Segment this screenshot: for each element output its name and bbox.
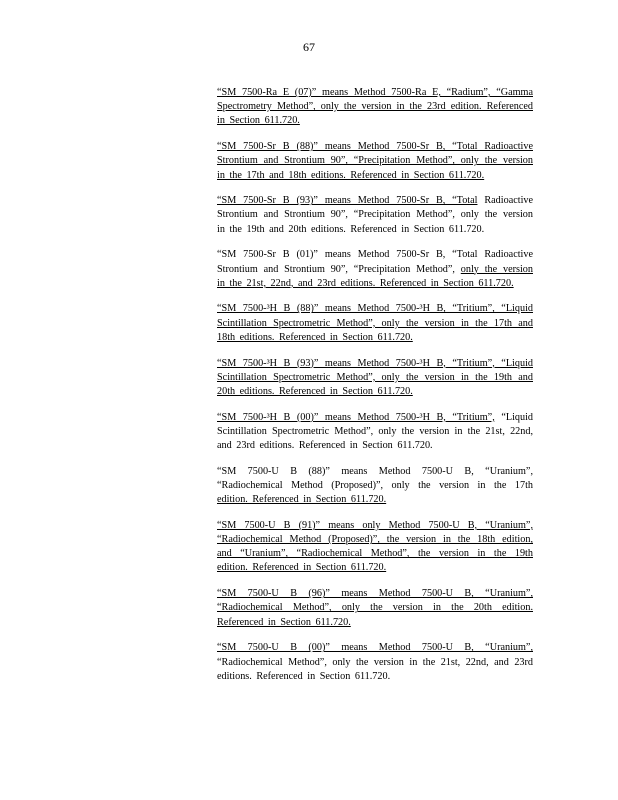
definition-text: “SM 7500-U B (91)” means only Method 7500-U B, “Uranium”, “Radiochemical Method (Proposed)”, the version in the 18th edition, and “Uranium”, “Radiochemical Method”, the version in the 19th edition. Referenced in Section 611.720. <box>217 519 533 574</box>
definition-text: “SM 7500-Sr B (88)” means Method 7500-Sr B, “Total Radioactive Strontium and Strontium 90”, “Precipitation Method”, only the version in the 17th and 18th editions. Referenced in Section 611.720. <box>217 141 533 181</box>
definition-text: “SM 7500-³H B (00)” means Method 7500-³H B, “Tritium”, <box>217 411 495 423</box>
definition-sm-7500-sr-b-88 <box>217 140 533 183</box>
definition-sm-7500-u-b-96 <box>217 587 533 630</box>
page-number: 67 <box>303 40 315 54</box>
definition-text: “SM 7500-Ra E (07)” means Method 7500-Ra E, “Radium”, “Gamma Spectrometry Method”, only the version in the 23rd edition. Referenced in Section 611.720. <box>217 87 533 127</box>
definition-sm-7500-u-b-88 <box>217 465 533 508</box>
definition-text: “Liquid Scintillation Spectrometric Method”, only the version in the 21st, 22nd, and 23rd editions. Referenced in Section 611.720. <box>217 411 534 452</box>
definition-text: only the version in the 21st, 22nd, and 23rd editions. Referenced in Section 611.720. <box>217 263 533 289</box>
definition-text: “SM 7500-U B (96)” means Method 7500-U B, “Uranium”, “Radiochemical Method”, only the version in the 20th edition. Referenced in Section 611.720. <box>217 588 533 628</box>
definition-sm-7500-3h-b-00 <box>217 411 533 454</box>
definition-sm-7500-ra-e-07 <box>217 86 533 129</box>
definition-sm-7500-3h-b-88 <box>217 302 533 345</box>
definition-text: “SM 7500-³H B (93)” means Method 7500-³H B, “Tritium”, “Liquid Scintillation Spectrometric Method”, only the version in the 19th and 20th editions. Referenced in Section 611.720. <box>217 357 533 397</box>
definition-text: “SM 7500-Sr B (01)” means Method 7500-Sr B, “Total Radioactive Strontium and Strontium 90”, “Precipitation Method”, <box>217 249 533 275</box>
definition-sm-7500-u-b-91 <box>217 519 533 576</box>
definition-text: “Radiochemical Method”, only the version in the 21st, 22nd, and 23rd editions. Referenced in Section 611.720. <box>217 656 533 682</box>
definition-sm-7500-sr-b-93 <box>217 194 533 237</box>
definition-sm-7500-3h-b-93 <box>217 357 533 400</box>
definition-text: edition. Referenced in Section 611.720. <box>217 494 387 506</box>
definition-sm-7500-u-b-00 <box>217 641 533 684</box>
definition-text: “SM 7500-³H B (88)” means Method 7500-³H B, “Tritium”, “Liquid Scintillation Spectrometric Method”, only the version in the 17th and 18th editions. Referenced in Section 611.720. <box>217 303 533 343</box>
definitions-list <box>217 86 533 695</box>
definition-text: “SM 7500-U B (88)” means Method 7500-U B, “Uranium”, “Radiochemical Method (Proposed)”, only the version in the 17th <box>217 465 533 491</box>
definition-text: “SM 7500-Sr B (93)” means Method 7500-Sr B, “Total <box>217 195 478 207</box>
definition-sm-7500-sr-b-01 <box>217 248 533 291</box>
definition-text: Radioactive Strontium and Strontium 90”, “Precipitation Method”, only the version in the 19th and 20th editions. Referenced in Section 611.720. <box>217 195 534 235</box>
definition-text: “SM 7500-U B (00)” means Method 7500-U B, “Uranium”, <box>217 642 533 654</box>
